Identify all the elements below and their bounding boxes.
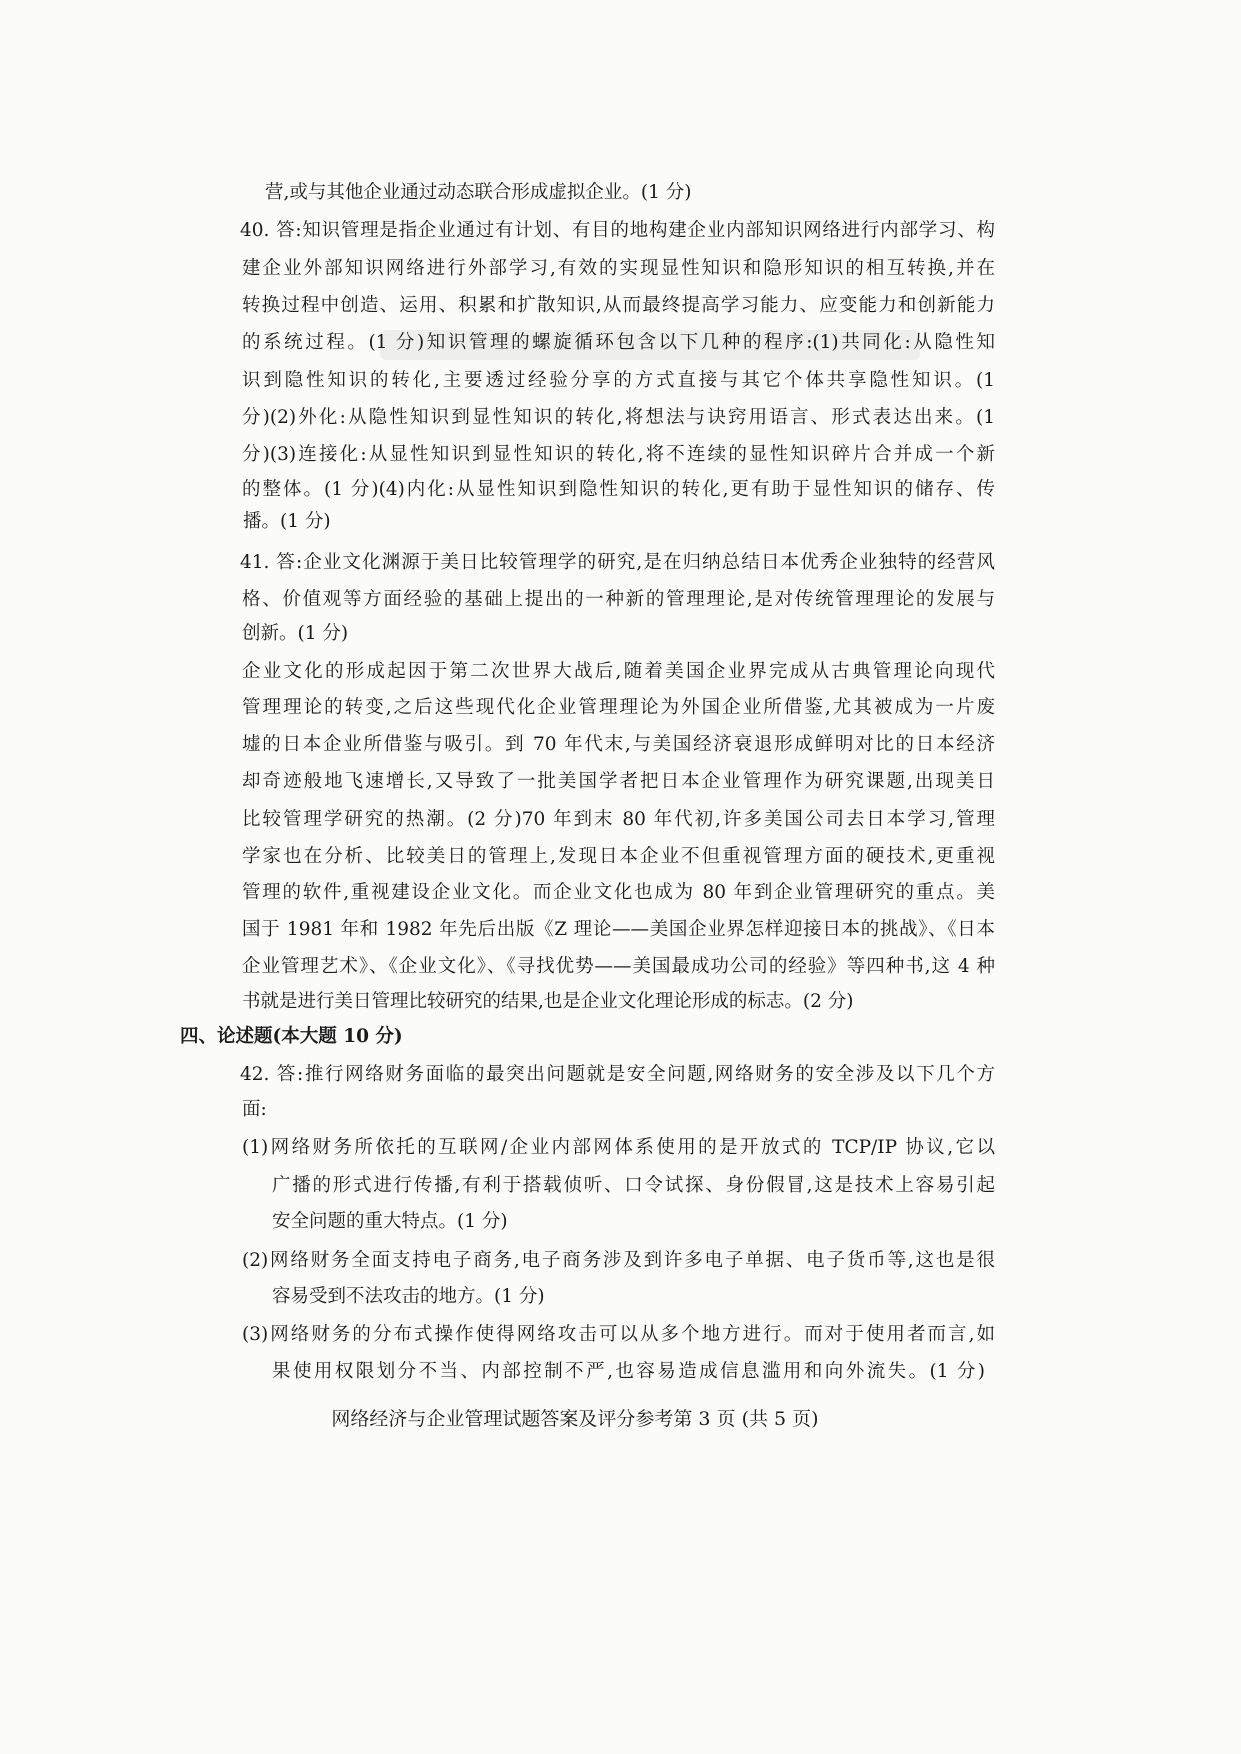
answer-42-item-1: 安全问题的重大特点。(1 分) bbox=[272, 1211, 508, 1232]
answer-41-line: 创新。(1 分) bbox=[242, 623, 349, 644]
answer-41-line: 墟的日本企业所借鉴与吸引。到 70 年代末,与美国经济衰退形成鲜明对比的日本经济 bbox=[242, 734, 995, 755]
answer-42-item-3: (3)网络财务的分布式操作使得网络攻击可以从多个地方进行。而对于使用者而言,如 bbox=[242, 1324, 995, 1345]
answer-41-line: 比较管理学研究的热潮。(2 分)70 年到末 80 年代初,许多美国公司去日本学习,管理 bbox=[242, 809, 995, 830]
answer-40-line: 建企业外部知识网络进行外部学习,有效的实现显性知识和隐形知识的相互转换,并在 bbox=[242, 258, 995, 279]
answer-40-line: 分)(3)连接化:从显性知识到显性知识的转化,将不连续的显性知识碎片合并成一个新 bbox=[242, 444, 995, 465]
answer-41-line: 国于 1981 年和 1982 年先后出版《Z 理论——美国企业界怎样迎接日本的挑战》、《日本 bbox=[242, 919, 995, 940]
answer-40-line: 转换过程中创造、运用、积累和扩散知识,从而最终提高学习能力、应变能力和创新能力 bbox=[242, 295, 995, 316]
answer-41-line: 格、价值观等方面经验的基础上提出的一种新的管理理论,是对传统管理理论的发展与 bbox=[242, 589, 995, 610]
answer-42-line: 面: bbox=[242, 1099, 267, 1120]
section-heading: 四、论述题(本大题 10 分) bbox=[180, 1026, 403, 1047]
answer-42-item-3: 果使用权限划分不当、内部控制不严,也容易造成信息滥用和向外流失。(1 分) bbox=[272, 1361, 985, 1382]
answer-40-line: 播。(1 分) bbox=[243, 511, 331, 532]
answer-40-line: 识到隐性知识的转化,主要透过经验分享的方式直接与其它个体共享隐性知识。(1 bbox=[242, 370, 995, 391]
answer-40-line: 40. 答:知识管理是指企业通过有计划、有目的地构建企业内部知识网络进行内部学习、构 bbox=[240, 220, 995, 241]
answer-41-line: 41. 答:企业文化渊源于美日比较管理学的研究,是在归纳总结日本优秀企业独特的经营风 bbox=[240, 552, 995, 573]
answer-40-line: 分)(2)外化:从隐性知识到显性知识的转化,将想法与诀窍用语言、形式表达出来。(1 bbox=[242, 407, 995, 428]
answer-40-line: 的系统过程。(1 分)知识管理的螺旋循环包含以下几种的程序:(1)共同化:从隐性知 bbox=[242, 332, 995, 353]
answer-41-line: 学家也在分析、比较美日的管理上,发现日本企业不但重视管理方面的硬技术,更重视 bbox=[242, 846, 995, 867]
answer-41-line: 企业管理艺术》、《企业文化》、《寻找优势——美国最成功公司的经验》等四种书,这 4 种 bbox=[242, 956, 995, 977]
answer-42-item-2: (2)网络财务全面支持电子商务,电子商务涉及到许多电子单据、电子货币等,这也是很 bbox=[242, 1250, 995, 1271]
answer-41-line: 却奇迹般地飞速增长,又导致了一批美国学者把日本企业管理作为研究课题,出现美日 bbox=[242, 771, 995, 792]
answer-42-line: 42. 答:推行网络财务面临的最突出问题就是安全问题,网络财务的安全涉及以下几个方 bbox=[240, 1064, 995, 1085]
answer-42-item-1: 广播的形式进行传播,有利于搭载侦听、口令试探、身份假冒,这是技术上容易引起 bbox=[272, 1175, 995, 1196]
answer-42-item-2: 容易受到不法攻击的地方。(1 分) bbox=[272, 1286, 545, 1307]
page-footer: 网络经济与企业管理试题答案及评分参考第 3 页 (共 5 页) bbox=[331, 1408, 819, 1430]
answer-41-line: 管理理论的转变,之后这些现代化企业管理理论为外国企业所借鉴,尤其被成为一片废 bbox=[242, 697, 995, 718]
answer-41-line: 管理的软件,重视建设企业文化。而企业文化也成为 80 年到企业管理研究的重点。美 bbox=[242, 882, 995, 903]
answer-41-line: 企业文化的形成起因于第二次世界大战后,随着美国企业界完成从古典管理论向现代 bbox=[242, 661, 995, 682]
answer-40-line: 的整体。(1 分)(4)内化:从显性知识到隐性知识的转化,更有助于显性知识的储存、传 bbox=[242, 479, 995, 500]
prev-answer-tail: 营,或与其他企业通过动态联合形成虚拟企业。(1 分) bbox=[265, 182, 692, 203]
answer-42-item-1: (1)网络财务所依托的互联网/企业内部网体系使用的是开放式的 TCP/IP 协议,它以 bbox=[242, 1137, 995, 1158]
answer-41-line: 书就是进行美日管理比较研究的结果,也是企业文化理论形成的标志。(2 分) bbox=[242, 991, 854, 1012]
